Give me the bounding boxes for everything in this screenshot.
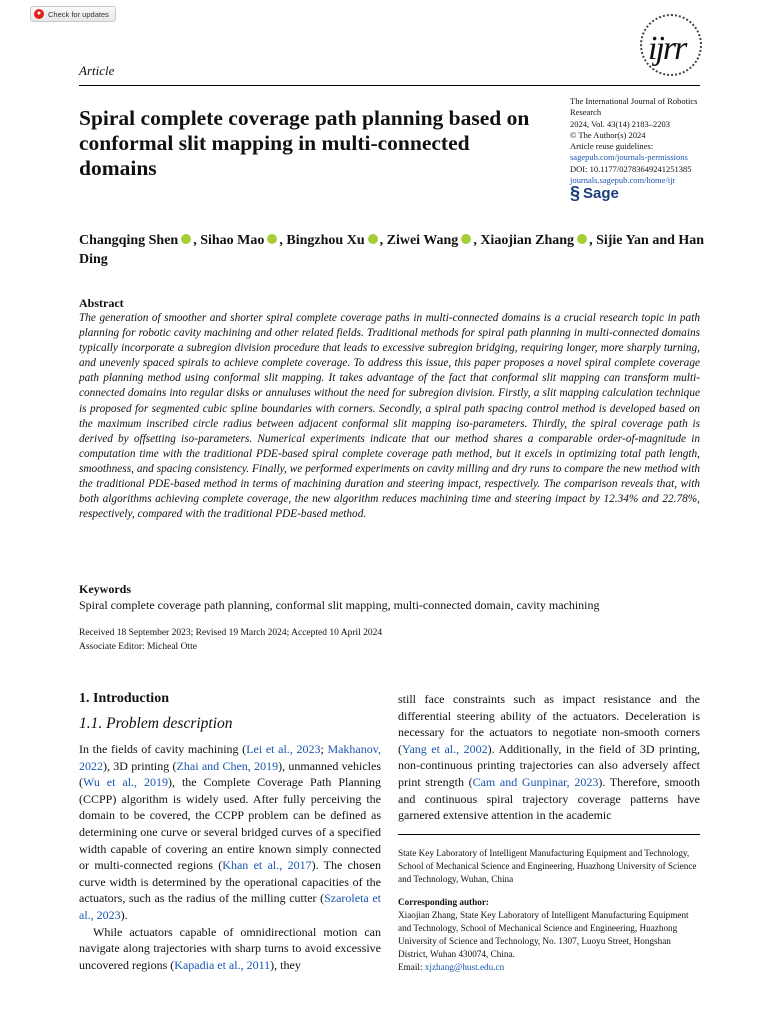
paragraph bbox=[79, 741, 381, 924]
body-column-right bbox=[398, 691, 700, 824]
logo-text: ijrr bbox=[648, 30, 686, 67]
author-separator: , bbox=[473, 233, 481, 248]
paragraph bbox=[79, 924, 381, 974]
footnote-rule bbox=[398, 834, 700, 835]
orcid-icon[interactable] bbox=[368, 234, 378, 244]
author-name: Han Ding bbox=[79, 233, 705, 267]
text-run: ). The chosen curve width is determined by the operational capacities of the actuators, such as the radius of the milling cutter ( bbox=[79, 858, 381, 906]
citation-link[interactable]: Szaroleta et al., 2023 bbox=[79, 891, 381, 922]
orcid-icon[interactable] bbox=[577, 234, 587, 244]
email-link[interactable]: xjzhang@hust.edu.cn bbox=[424, 962, 505, 972]
affiliation: State Key Laboratory of Intelligent Manufacturing Equipment and Technology, School of Mechanical Science and Engineering, Huazhong University of Science and Technology, Wuhan, China bbox=[398, 848, 697, 884]
citation-link[interactable]: Cam and Gunpinar, 2023 bbox=[472, 774, 599, 789]
text-run: ), they bbox=[270, 957, 301, 972]
reuse-label: Article reuse guidelines: bbox=[570, 141, 654, 152]
corresponding-heading: Corresponding author: bbox=[398, 897, 489, 907]
paper-title: Spiral complete coverage path planning based on conformal slit mapping in multi-connected domains bbox=[79, 106, 530, 180]
section-heading: 1. Introduction bbox=[79, 691, 169, 706]
header-rule bbox=[79, 85, 700, 86]
journal-home-link[interactable]: journals.sagepub.com/home/ijr bbox=[570, 175, 676, 186]
text-run: ). Additionally, in the field of 3D printing, non-continuous printing trajectories can also adversely affect print strength ( bbox=[398, 741, 700, 789]
paragraph bbox=[398, 691, 700, 824]
author-separator: , bbox=[589, 233, 597, 248]
citation-link[interactable]: Yang et al., 2002 bbox=[402, 741, 488, 756]
update-icon: ● bbox=[34, 9, 44, 19]
keywords-text: Spiral complete coverage path planning, conformal slit mapping, multi-connected domain, cavity machining bbox=[79, 598, 600, 612]
orcid-icon[interactable] bbox=[461, 234, 471, 244]
received-dates: Received 18 September 2023; Revised 19 March 2024; Accepted 10 April 2024 bbox=[79, 628, 383, 638]
associate-editor: Associate Editor: Micheal Otte bbox=[79, 641, 197, 652]
author-list bbox=[79, 231, 709, 269]
text-run: ), the Complete Coverage Path Planning (CCPP) algorithm is widely used. After fully perceiving the domain to be covered, the CCPP problem can be defined as determining one curve or several bridged curves of a specified width capable of covering an entire known simply connected or multi-connected regions ( bbox=[79, 775, 382, 873]
author-separator: , bbox=[379, 233, 387, 248]
journal-info bbox=[570, 96, 710, 186]
publisher-logo bbox=[570, 183, 619, 204]
abstract-text: The generation of smoother and shorter spiral complete coverage paths in multi-connected domains is a crucial research topic in path planning for robotic cavity machining and other related fields. Traditional methods for spiral path planning in multi-connected domains typically incorporate a subregion division procedure that leads to excessive subregion bridging, requiring longer, more sharply turning, and unevenly spaced spirals to achieve complete coverage. To address this issue, this paper proposes a novel spiral complete coverage path planning method using conformal slit mapping. It takes advantage of the fact that conformal slit mapping can transform multi-connected domains into regular disks or annuluses without the need for subregion division. Firstly, a slit mapping calculation technique is proposed for segmented cubic spline boundaries with corners. Secondly, a spiral path spacing control method is developed based on the maximum inscribed circle radius between adjacent conformal slit mapping iso-parameters. Thirdly, the spiral coverage path is derived by offsetting iso-parameters. Numerical experiments indicate that our method shares a comparable order-of-magnitude in computation time with the traditional PDE-based spiral complete coverage path method, but it excels in optimizing total path length, smoothness, and spacing consistency. Finally, we performed experiments on cavity milling and dry runs to compare the new method with the traditional PDE-based method in terms of machining duration and steering impact, respectively. The comparison reveals that, with both algorithms achieving complete coverage, the new algorithm reduces machining time and steering impact by 12.34% and 22.78%, respectively, compared with the traditional PDE-based method. bbox=[79, 312, 700, 521]
text-run: ). Therefore, smooth and continuous spiral trajectory coverage patterns have garnered extensive attention in the academic bbox=[398, 774, 701, 823]
subsection-heading: 1.1. Problem description bbox=[79, 715, 233, 732]
abstract-heading: Abstract bbox=[79, 296, 124, 310]
orcid-icon[interactable] bbox=[181, 234, 191, 244]
publisher-name: Sage bbox=[583, 185, 619, 202]
text-run: still face constraints such as impact resistance and the differential steering ability of the actuators. Deceleration is necessary for the actuators to negotiate non-smooth corners ( bbox=[398, 692, 700, 756]
author-name: Ziwei Wang bbox=[386, 233, 459, 248]
citation-link[interactable]: Khan et al., 2017 bbox=[222, 858, 312, 873]
doi: DOI: 10.1177/02783649241251385 bbox=[570, 163, 692, 174]
copyright: © The Author(s) 2024 bbox=[570, 129, 646, 140]
orcid-icon[interactable] bbox=[267, 234, 277, 244]
journal-logo bbox=[640, 14, 706, 76]
author-name: Bingzhou Xu bbox=[286, 233, 365, 248]
sage-icon: § bbox=[570, 183, 581, 203]
citation-link[interactable]: Zhai and Chen, 2019 bbox=[176, 758, 279, 773]
article-dates bbox=[79, 627, 700, 654]
text-run: ), 3D printing ( bbox=[103, 758, 177, 773]
citation-link[interactable]: Wu et al., 2019 bbox=[83, 775, 168, 790]
text-run: While actuators capable of omnidirectional motion can navigate along trajectories with sharp turns to avoid excessive uncovered regions ( bbox=[79, 924, 381, 972]
author-name: Changqing Shen bbox=[79, 233, 179, 248]
body-column-left bbox=[79, 741, 381, 973]
author-separator: , bbox=[193, 233, 201, 248]
author-name: Xiaojian Zhang bbox=[480, 233, 575, 248]
citation-link[interactable]: Lei et al., 2023 bbox=[246, 742, 321, 756]
badge-label: Check for updates bbox=[48, 9, 109, 19]
text-run: ). bbox=[120, 907, 128, 922]
article-type: Article bbox=[79, 63, 115, 78]
author-separator: , bbox=[279, 233, 287, 248]
author-name: Sijie Yan bbox=[596, 233, 649, 248]
check-for-updates-badge[interactable] bbox=[30, 6, 116, 22]
citation-link[interactable]: Makhanov, 2022 bbox=[79, 742, 381, 773]
citation-link[interactable]: Kapadia et al., 2011 bbox=[174, 957, 271, 972]
corresponding-author bbox=[398, 909, 700, 974]
journal-name: The International Journal of Robotics Research bbox=[570, 96, 698, 118]
text-run: ; bbox=[320, 742, 328, 756]
text-run: ), unmanned vehicles ( bbox=[79, 758, 381, 790]
email-label: Email: bbox=[398, 962, 425, 972]
author-name: Sihao Mao bbox=[200, 233, 265, 248]
permissions-link[interactable]: sagepub.com/journals-permissions bbox=[570, 152, 688, 163]
keywords-heading: Keywords bbox=[79, 582, 131, 596]
text-run: In the fields of cavity machining ( bbox=[79, 742, 247, 756]
author-separator: and bbox=[648, 233, 679, 248]
corresponding-text: Xiaojian Zhang, State Key Laboratory of Intelligent Manufacturing Equipment and Technology, School of Mechanical Science and Engineering, Huazhong University of Science and Technology, No. 1307, Luoyu Street, Hongshan District, Wuhan 430074, China. bbox=[398, 910, 689, 959]
journal-volume: 2024, Vol. 43(14) 2183–2203 bbox=[570, 118, 671, 129]
